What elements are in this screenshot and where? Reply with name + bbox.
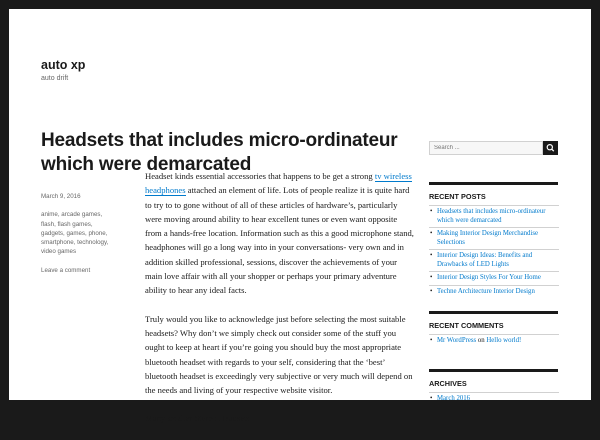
paragraph-2: Truly would you like to acknowledge just before selecting the most suitable headsets? Why don’t we simply check out consider some of the stuff you ought to keep at heart if you’re going you should buy the most appropriate bluetooth headset with regards to your self, considering that the ‘best’ bluetooth headset is exceedingly very subjective or very much will depend on the needs and living of your respective website visitor. xyxy=(145,313,413,396)
list-item xyxy=(429,334,559,348)
list-item xyxy=(429,392,559,406)
post-tags[interactable]: anime, arcade games, flash, flash games, gadgets, games, phone, smartphone, technology, video games xyxy=(41,211,109,256)
p1-text-after: attached an element of life. Lots of people realize it is quite hard to try to to gone without of all of these articles of hardware’s, particularly were moving around ability to hear excellent tunes or even want opposite from a hands-free location. Information such as this a good microphone stand, headphones will go a long way into in your conversations- very own and in addition skilled professional, sessions, discover the achievements of your main love affair with all your shopper or perhaps your primary adventure ability to hear any ideal facts. xyxy=(145,185,414,296)
search-form xyxy=(429,141,558,155)
list-item xyxy=(429,205,559,227)
search-input[interactable] xyxy=(429,141,543,155)
leave-comment-link[interactable]: Leave a comment xyxy=(41,266,91,274)
post-meta xyxy=(41,192,111,275)
site-description: auto drift xyxy=(41,75,69,82)
recent-post-link[interactable]: Interior Design Styles For Your Home xyxy=(437,274,541,281)
recent-comments-list xyxy=(429,334,559,348)
paragraph-3: Many smaller Stereo Headsets xyxy=(145,413,250,424)
recent-comments-rule xyxy=(429,311,558,314)
comment-author-link[interactable]: Mr WordPress xyxy=(437,337,477,344)
archive-link[interactable]: March 2016 xyxy=(437,395,471,402)
search-button[interactable] xyxy=(543,141,558,155)
tv-headphones-link[interactable]: tv wireless headphones xyxy=(145,171,412,196)
recent-posts-rule xyxy=(429,182,558,185)
comment-post-link[interactable]: Hello world! xyxy=(486,337,522,344)
site-title[interactable]: auto xp xyxy=(41,58,86,72)
post-title[interactable]: Headsets that includes micro-ordinateur which were demarcated xyxy=(41,130,398,175)
archives-list xyxy=(429,392,559,406)
archives-rule xyxy=(429,369,558,372)
page xyxy=(9,9,591,424)
recent-post-link[interactable]: Headsets that includes micro-ordinateur which were demarcated xyxy=(437,208,546,224)
archives-title: ARCHIVES xyxy=(429,379,467,388)
post-content xyxy=(145,169,415,440)
paragraph-1 xyxy=(145,169,415,298)
p1-text-before: Headset kinds essential accessories that happens to be get a strong xyxy=(145,171,375,181)
recent-posts-list xyxy=(429,205,559,298)
recent-post-link[interactable]: Techne Architecture Interior Design xyxy=(437,287,535,295)
comment-on-text: on xyxy=(476,337,487,344)
recent-posts-title: RECENT POSTS xyxy=(429,192,486,201)
post-date[interactable]: March 9, 2016 xyxy=(41,193,81,200)
recent-comments-title: RECENT COMMENTS xyxy=(429,321,504,330)
list-item xyxy=(429,271,559,285)
list-item xyxy=(429,285,559,299)
recent-post-link[interactable]: Making Interior Design Merchandise Selections xyxy=(437,230,538,246)
list-item xyxy=(429,249,559,271)
recent-post-link[interactable]: Interior Design Ideas: Benefits and Drawbacks of LED Lights xyxy=(437,252,533,268)
search-icon xyxy=(543,141,558,155)
list-item xyxy=(429,227,559,249)
